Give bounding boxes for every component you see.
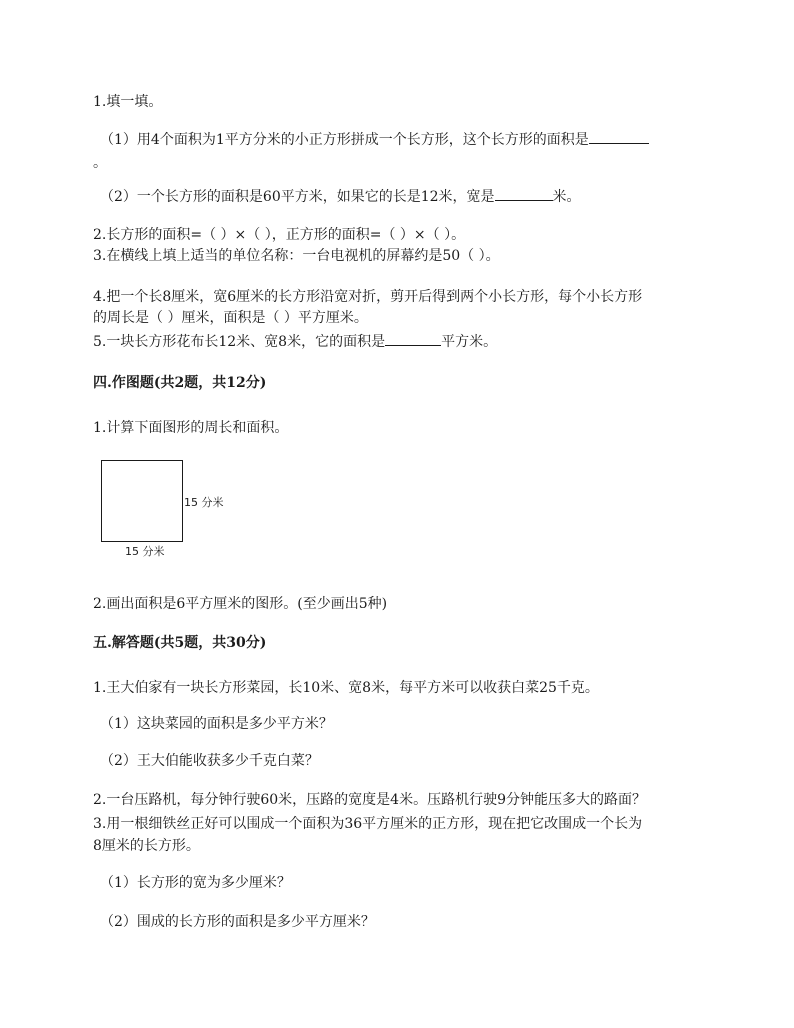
question-1-part-1 — [100, 129, 649, 150]
answer-blank[interactable] — [495, 186, 553, 201]
question-4-line-2: 的周长是（ ）厘米，面积是（ ）平方厘米。 — [93, 310, 368, 326]
question-1-part-2 — [100, 186, 581, 207]
question-1-part-2-text: （2）一个长方形的面积是60平方米，如果它的长是12米，宽是 — [100, 189, 495, 205]
section-5-question-3-line-2: 8厘米的长方形。 — [93, 838, 200, 854]
square-bottom-label: 15 分米 — [125, 545, 165, 558]
question-4-line-1: 4.把一个长8厘米，宽6厘米的长方形沿宽对折，剪开后得到两个小长方形，每个小长方形 — [93, 289, 643, 305]
section-5-question-3-line-1: 3.用一根细铁丝正好可以围成一个面积为36平方厘米的正方形，现在把它改围成一个长为 — [93, 816, 643, 832]
section-4-heading: 四.作图题(共2题，共12分) — [93, 375, 267, 391]
question-2: 2.长方形的面积=（ ）×（ ），正方形的面积=（ ）×（ ）。 — [93, 227, 466, 243]
question-5-text: 5.一块长方形花布长12米、宽8米，它的面积是 — [93, 334, 386, 350]
question-1-part-1-text: （1）用4个面积为1平方分米的小正方形拼成一个长方形，这个长方形的面积是 — [100, 132, 589, 148]
answer-blank[interactable] — [385, 331, 441, 346]
section-5-question-2: 2.一台压路机，每分钟行驶60米，压路的宽度是4米。压路机行驶9分钟能压多大的路面？ — [93, 792, 646, 808]
question-5 — [93, 331, 497, 352]
question-5-tail: 平方米。 — [441, 334, 498, 350]
section-5-question-1-stem: 1.王大伯家有一块长方形菜园，长10米、宽8米，每平方米可以收获白菜25千克。 — [93, 680, 599, 696]
section-5-question-1-part-1: （1）这块菜园的面积是多少平方米？ — [100, 716, 333, 732]
section-5-heading: 五.解答题(共5题，共30分) — [93, 635, 267, 651]
section-5-question-1-part-2: （2）王大伯能收获多少千克白菜？ — [100, 753, 319, 769]
section-5-question-3-part-2: （2）围成的长方形的面积是多少平方厘米？ — [100, 914, 375, 930]
question-1-part-2-tail: 米。 — [552, 189, 581, 205]
question-3: 3.在横线上填上适当的单位名称：一台电视机的屏幕约是50（ ）。 — [93, 248, 500, 264]
question-1-part-1-tail: 。 — [93, 155, 107, 171]
question-1-stem: 1.填一填。 — [93, 94, 163, 110]
section-4-question-2: 2.画出面积是6平方厘米的图形。(至少画出5种) — [93, 596, 388, 612]
section-4-question-1: 1.计算下面图形的周长和面积。 — [93, 420, 289, 436]
square-figure — [101, 460, 183, 542]
square-side-label: 15 分米 — [184, 496, 224, 509]
section-5-question-3-part-1: （1）长方形的宽为多少厘米？ — [100, 875, 291, 891]
answer-blank[interactable] — [589, 129, 649, 144]
